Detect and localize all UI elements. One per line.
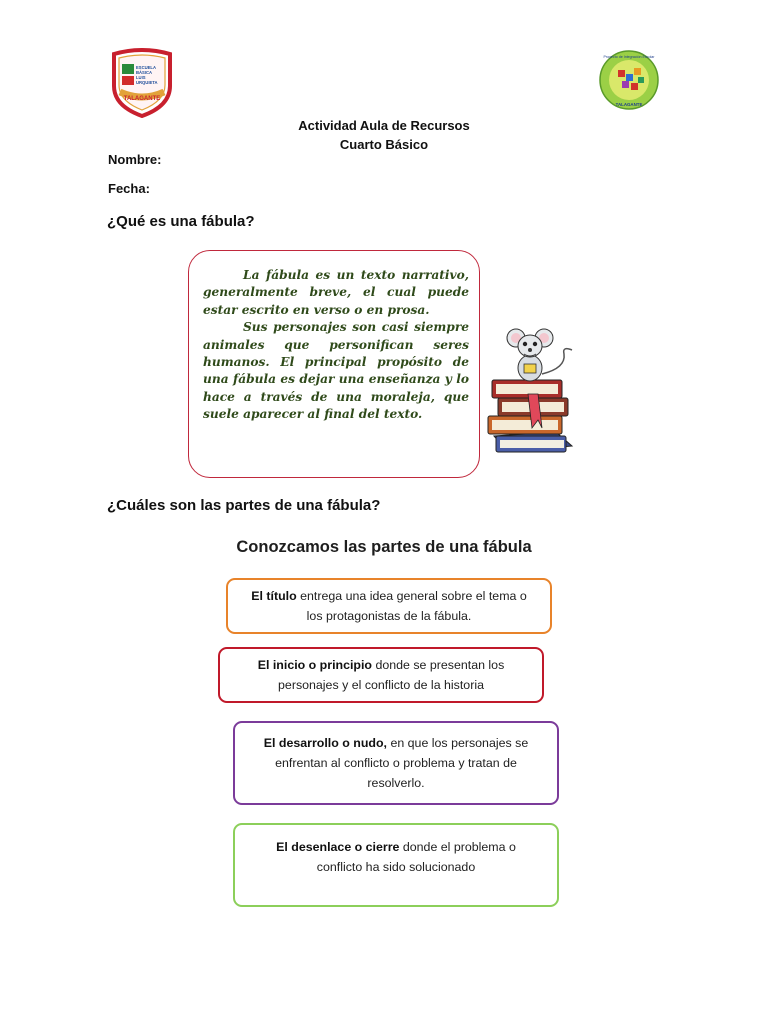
part-line: conflicto ha sido solucionado xyxy=(316,860,476,874)
subtitle-line: Cuarto Básico xyxy=(339,137,429,152)
part-line xyxy=(251,586,527,606)
worksheet-title xyxy=(0,116,768,154)
part-line xyxy=(258,655,505,675)
date-label: Fecha: xyxy=(108,181,150,196)
pie-program-logo xyxy=(592,48,666,114)
logo-arc-text: Proyecto de Integración Escolar xyxy=(603,55,655,59)
logo-town-text: TALAGANTE xyxy=(615,102,643,107)
logo-text-line: LUIS xyxy=(136,75,146,80)
part-term: El título xyxy=(251,589,297,603)
definition-box xyxy=(188,250,480,478)
part-line: personajes y el conflicto de la historia xyxy=(278,678,484,692)
definition-paragraph: La fábula es un texto narrativo, generalmente breve, el cual puede estar escrito en verso o en prosa. xyxy=(203,268,469,317)
logo-text-line: BÁSICA xyxy=(136,70,153,75)
logo-town-text: TALAGANTE xyxy=(123,96,161,102)
part-description: en que los personajes se xyxy=(387,736,529,750)
name-label: Nombre: xyxy=(108,152,162,167)
part-description: donde se presentan los xyxy=(372,658,505,672)
part-beginning-box xyxy=(218,647,544,703)
part-description: donde el problema o xyxy=(399,840,516,854)
part-development-box xyxy=(233,721,559,805)
part-term: El desarrollo o nudo, xyxy=(263,736,387,750)
part-line: enfrentan al conflicto o problema y tratan de xyxy=(275,756,517,770)
part-title-box xyxy=(226,578,552,634)
question-what-is-fable: ¿Qué es una fábula? xyxy=(107,213,255,230)
part-line xyxy=(276,837,516,857)
logo-text-line: ESCUELA xyxy=(136,65,157,70)
part-ending-box xyxy=(233,823,559,907)
parts-heading: Conozcamos las partes de una fábula xyxy=(236,538,532,556)
part-term: El inicio o principio xyxy=(257,658,372,672)
school-crest-logo xyxy=(108,48,176,118)
logo-text-line: URQUIETA xyxy=(136,80,158,85)
part-description: entrega una idea general sobre el tema o xyxy=(296,589,527,603)
definition-paragraph: Sus personajes son casi siempre animales que personifican seres humanos. El principal propósito de una fábula es dejar una enseñanza y lo hace a través de una moraleja, que suele aparecer al final del texto. xyxy=(203,320,469,422)
part-term: El desenlace o cierre xyxy=(276,840,400,854)
part-line: los protagonistas de la fábula. xyxy=(306,609,472,623)
part-line: resolverlo. xyxy=(367,776,425,790)
title-line: Actividad Aula de Recursos xyxy=(298,118,470,133)
mouse-on-books-illustration xyxy=(484,324,580,466)
part-line xyxy=(264,733,528,753)
question-parts-of-fable: ¿Cuáles son las partes de una fábula? xyxy=(107,497,381,514)
